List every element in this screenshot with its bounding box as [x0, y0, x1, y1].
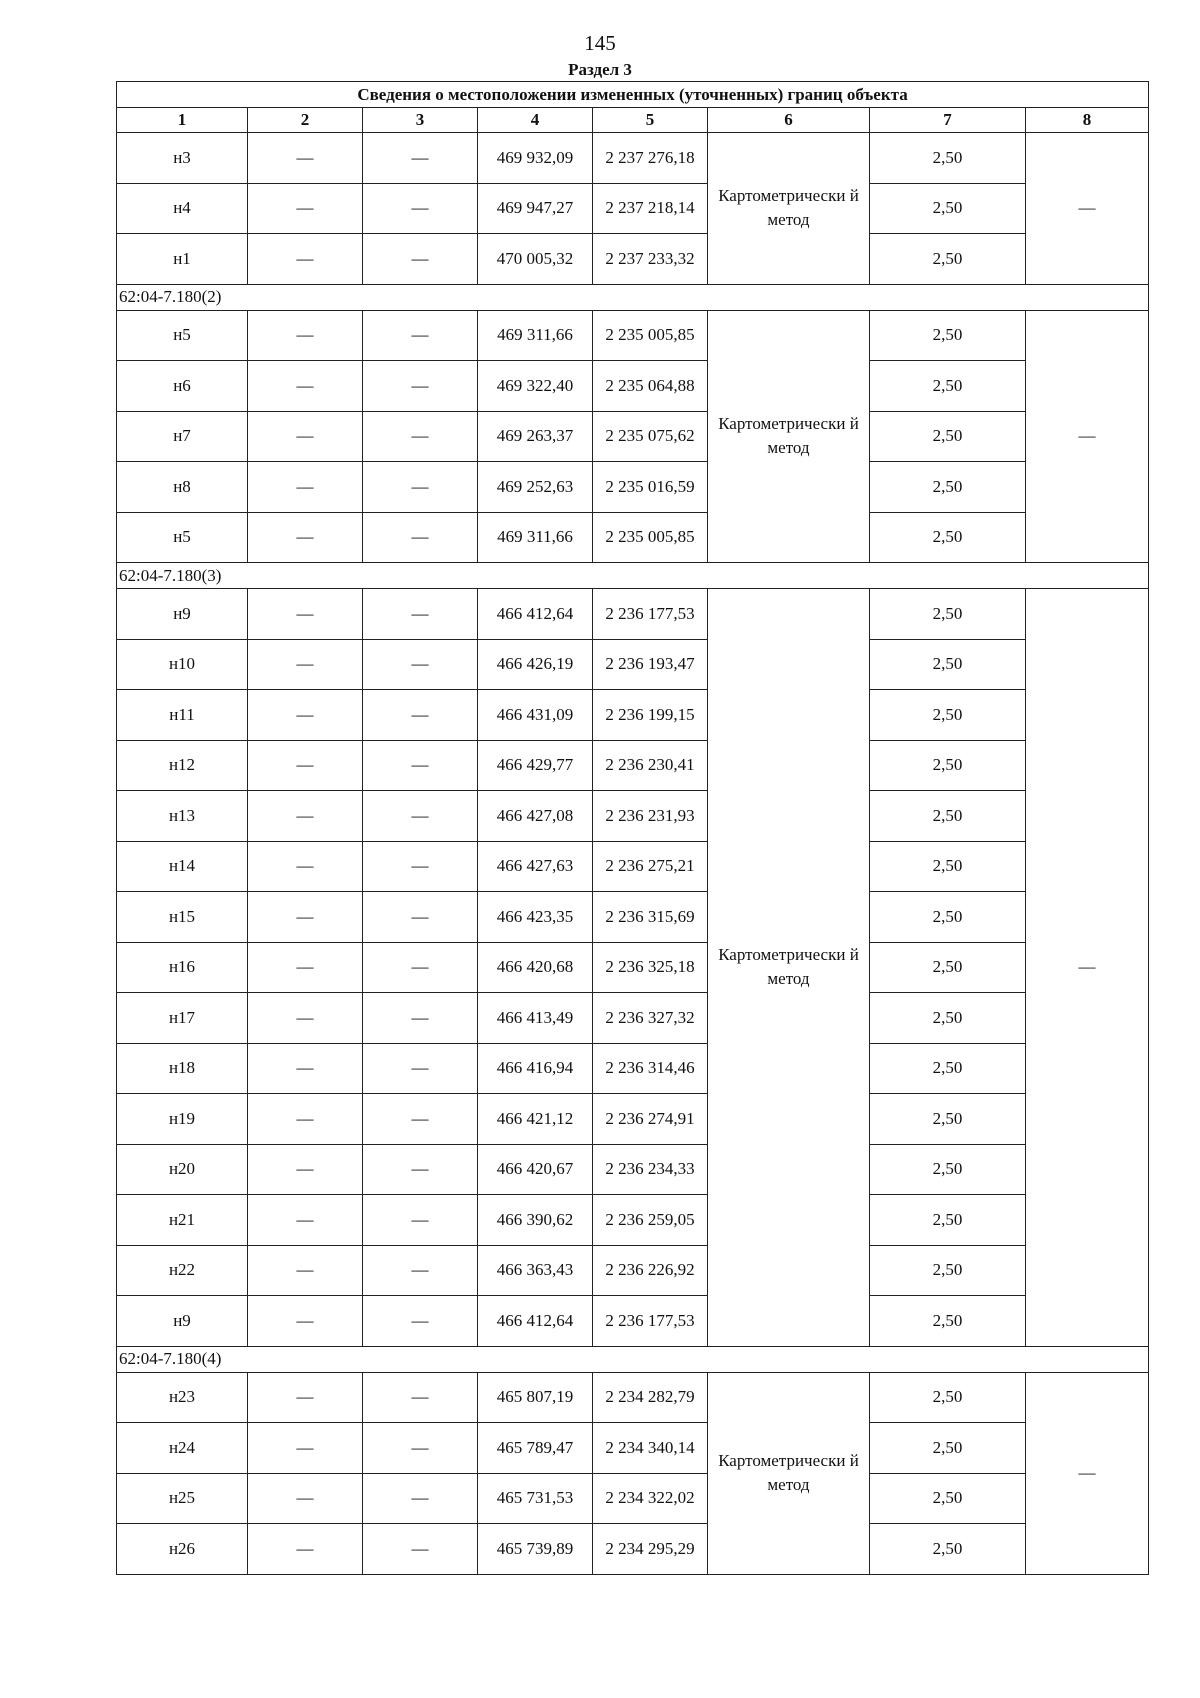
- col3-cell: —: [363, 133, 478, 184]
- col2-cell: —: [248, 133, 363, 184]
- table-body: [117, 133, 1149, 1575]
- col3-cell: —: [363, 310, 478, 361]
- col3-cell: —: [363, 942, 478, 993]
- accuracy-cell: 2,50: [870, 942, 1026, 993]
- point-name-cell: н26: [117, 1524, 248, 1575]
- column-number-row: [117, 108, 1149, 133]
- col2-cell: —: [248, 512, 363, 563]
- y-coordinate-cell: 2 237 276,18: [593, 133, 708, 184]
- point-name-cell: н24: [117, 1423, 248, 1474]
- y-coordinate-cell: 2 235 075,62: [593, 411, 708, 462]
- col2-cell: —: [248, 1473, 363, 1524]
- column-number: 2: [248, 108, 363, 133]
- accuracy-cell: 2,50: [870, 1473, 1026, 1524]
- table-row: [117, 234, 1149, 285]
- col3-cell: —: [363, 361, 478, 412]
- table-row: [117, 1094, 1149, 1145]
- x-coordinate-cell: 466 390,62: [478, 1195, 593, 1246]
- x-coordinate-cell: 466 421,12: [478, 1094, 593, 1145]
- accuracy-cell: 2,50: [870, 1245, 1026, 1296]
- x-coordinate-cell: 465 807,19: [478, 1372, 593, 1423]
- col3-cell: —: [363, 234, 478, 285]
- col2-cell: —: [248, 1423, 363, 1474]
- col2-cell: —: [248, 234, 363, 285]
- point-name-cell: н13: [117, 791, 248, 842]
- point-name-cell: н3: [117, 133, 248, 184]
- column-number: 3: [363, 108, 478, 133]
- point-name-cell: н7: [117, 411, 248, 462]
- accuracy-cell: 2,50: [870, 1094, 1026, 1145]
- y-coordinate-cell: 2 236 327,32: [593, 993, 708, 1044]
- accuracy-cell: 2,50: [870, 1144, 1026, 1195]
- table-row: [117, 841, 1149, 892]
- point-name-cell: н1: [117, 234, 248, 285]
- point-name-cell: н14: [117, 841, 248, 892]
- table-row: [117, 942, 1149, 993]
- col2-cell: —: [248, 1195, 363, 1246]
- col3-cell: —: [363, 1043, 478, 1094]
- y-coordinate-cell: 2 236 226,92: [593, 1245, 708, 1296]
- table-row: [117, 1473, 1149, 1524]
- col3-cell: —: [363, 841, 478, 892]
- boundary-coordinates-table: [116, 81, 1149, 1575]
- col3-cell: —: [363, 1423, 478, 1474]
- col3-cell: —: [363, 462, 478, 513]
- y-coordinate-cell: 2 236 193,47: [593, 639, 708, 690]
- table-row: [117, 639, 1149, 690]
- group-label-row: [117, 284, 1149, 310]
- col8-cell: —: [1026, 133, 1149, 285]
- table-row: [117, 1043, 1149, 1094]
- col3-cell: —: [363, 512, 478, 563]
- x-coordinate-cell: 465 731,53: [478, 1473, 593, 1524]
- accuracy-cell: 2,50: [870, 892, 1026, 943]
- group-label: 62:04-7.180(4): [117, 1346, 1149, 1372]
- col2-cell: —: [248, 1094, 363, 1145]
- x-coordinate-cell: 469 322,40: [478, 361, 593, 412]
- y-coordinate-cell: 2 235 005,85: [593, 310, 708, 361]
- table-row: [117, 310, 1149, 361]
- method-cell: Картометрически й метод: [708, 1372, 870, 1574]
- y-coordinate-cell: 2 236 199,15: [593, 690, 708, 741]
- accuracy-cell: 2,50: [870, 183, 1026, 234]
- x-coordinate-cell: 469 263,37: [478, 411, 593, 462]
- point-name-cell: н19: [117, 1094, 248, 1145]
- x-coordinate-cell: 469 311,66: [478, 310, 593, 361]
- y-coordinate-cell: 2 235 016,59: [593, 462, 708, 513]
- group-label: 62:04-7.180(2): [117, 284, 1149, 310]
- col2-cell: —: [248, 1372, 363, 1423]
- point-name-cell: н5: [117, 512, 248, 563]
- table-row: [117, 993, 1149, 1044]
- point-name-cell: н6: [117, 361, 248, 412]
- table-row: [117, 892, 1149, 943]
- point-name-cell: н9: [117, 589, 248, 640]
- method-cell: Картометрически й метод: [708, 310, 870, 563]
- y-coordinate-cell: 2 235 064,88: [593, 361, 708, 412]
- x-coordinate-cell: 466 420,67: [478, 1144, 593, 1195]
- x-coordinate-cell: 466 412,64: [478, 589, 593, 640]
- y-coordinate-cell: 2 236 234,33: [593, 1144, 708, 1195]
- y-coordinate-cell: 2 236 259,05: [593, 1195, 708, 1246]
- x-coordinate-cell: 469 947,27: [478, 183, 593, 234]
- y-coordinate-cell: 2 236 315,69: [593, 892, 708, 943]
- point-name-cell: н20: [117, 1144, 248, 1195]
- method-cell: Картометрически й метод: [708, 133, 870, 285]
- x-coordinate-cell: 466 363,43: [478, 1245, 593, 1296]
- table-caption: Сведения о местоположении измененных (уточненных) границ объекта: [117, 82, 1149, 108]
- col2-cell: —: [248, 892, 363, 943]
- accuracy-cell: 2,50: [870, 589, 1026, 640]
- point-name-cell: н22: [117, 1245, 248, 1296]
- group-label: 62:04-7.180(3): [117, 563, 1149, 589]
- x-coordinate-cell: 470 005,32: [478, 234, 593, 285]
- x-coordinate-cell: 466 431,09: [478, 690, 593, 741]
- accuracy-cell: 2,50: [870, 1195, 1026, 1246]
- col2-cell: —: [248, 183, 363, 234]
- x-coordinate-cell: 466 420,68: [478, 942, 593, 993]
- col2-cell: —: [248, 1524, 363, 1575]
- table-row: [117, 361, 1149, 412]
- col3-cell: —: [363, 1144, 478, 1195]
- column-number: 7: [870, 108, 1026, 133]
- table-row: [117, 1372, 1149, 1423]
- x-coordinate-cell: 466 427,63: [478, 841, 593, 892]
- accuracy-cell: 2,50: [870, 791, 1026, 842]
- col3-cell: —: [363, 892, 478, 943]
- y-coordinate-cell: 2 234 282,79: [593, 1372, 708, 1423]
- point-name-cell: н23: [117, 1372, 248, 1423]
- point-name-cell: н12: [117, 740, 248, 791]
- accuracy-cell: 2,50: [870, 1423, 1026, 1474]
- table-row: [117, 791, 1149, 842]
- column-number: 6: [708, 108, 870, 133]
- x-coordinate-cell: 469 311,66: [478, 512, 593, 563]
- x-coordinate-cell: 466 427,08: [478, 791, 593, 842]
- col2-cell: —: [248, 1296, 363, 1347]
- col3-cell: —: [363, 1473, 478, 1524]
- table-row: [117, 1296, 1149, 1347]
- group-label-row: [117, 563, 1149, 589]
- table-row: [117, 1423, 1149, 1474]
- y-coordinate-cell: 2 234 322,02: [593, 1473, 708, 1524]
- col2-cell: —: [248, 740, 363, 791]
- point-name-cell: н21: [117, 1195, 248, 1246]
- column-number: 4: [478, 108, 593, 133]
- column-number: 1: [117, 108, 248, 133]
- col3-cell: —: [363, 1372, 478, 1423]
- group-label-row: [117, 1346, 1149, 1372]
- col2-cell: —: [248, 690, 363, 741]
- point-name-cell: н17: [117, 993, 248, 1044]
- table-row: [117, 740, 1149, 791]
- accuracy-cell: 2,50: [870, 1296, 1026, 1347]
- x-coordinate-cell: 466 412,64: [478, 1296, 593, 1347]
- accuracy-cell: 2,50: [870, 462, 1026, 513]
- y-coordinate-cell: 2 234 340,14: [593, 1423, 708, 1474]
- col2-cell: —: [248, 639, 363, 690]
- table-row: [117, 512, 1149, 563]
- col2-cell: —: [248, 942, 363, 993]
- y-coordinate-cell: 2 236 230,41: [593, 740, 708, 791]
- col2-cell: —: [248, 1144, 363, 1195]
- y-coordinate-cell: 2 235 005,85: [593, 512, 708, 563]
- col8-cell: —: [1026, 1372, 1149, 1574]
- col2-cell: —: [248, 841, 363, 892]
- point-name-cell: н11: [117, 690, 248, 741]
- y-coordinate-cell: 2 236 177,53: [593, 589, 708, 640]
- col2-cell: —: [248, 411, 363, 462]
- col3-cell: —: [363, 791, 478, 842]
- y-coordinate-cell: 2 236 177,53: [593, 1296, 708, 1347]
- col2-cell: —: [248, 462, 363, 513]
- page-number: 145: [584, 31, 616, 55]
- accuracy-cell: 2,50: [870, 310, 1026, 361]
- table-row: [117, 1245, 1149, 1296]
- column-number: 8: [1026, 108, 1149, 133]
- point-name-cell: н15: [117, 892, 248, 943]
- accuracy-cell: 2,50: [870, 690, 1026, 741]
- x-coordinate-cell: 465 739,89: [478, 1524, 593, 1575]
- col3-cell: —: [363, 740, 478, 791]
- table-row: [117, 690, 1149, 741]
- y-coordinate-cell: 2 236 275,21: [593, 841, 708, 892]
- accuracy-cell: 2,50: [870, 1043, 1026, 1094]
- col3-cell: —: [363, 589, 478, 640]
- col3-cell: —: [363, 1245, 478, 1296]
- point-name-cell: н5: [117, 310, 248, 361]
- col3-cell: —: [363, 1094, 478, 1145]
- col2-cell: —: [248, 361, 363, 412]
- point-name-cell: н4: [117, 183, 248, 234]
- accuracy-cell: 2,50: [870, 133, 1026, 184]
- point-name-cell: н18: [117, 1043, 248, 1094]
- accuracy-cell: 2,50: [870, 841, 1026, 892]
- accuracy-cell: 2,50: [870, 740, 1026, 791]
- col3-cell: —: [363, 1296, 478, 1347]
- y-coordinate-cell: 2 237 233,32: [593, 234, 708, 285]
- col2-cell: —: [248, 589, 363, 640]
- col2-cell: —: [248, 791, 363, 842]
- col2-cell: —: [248, 310, 363, 361]
- x-coordinate-cell: 466 413,49: [478, 993, 593, 1044]
- x-coordinate-cell: 469 252,63: [478, 462, 593, 513]
- table-row: [117, 589, 1149, 640]
- accuracy-cell: 2,50: [870, 639, 1026, 690]
- col8-cell: —: [1026, 310, 1149, 563]
- col3-cell: —: [363, 690, 478, 741]
- col3-cell: —: [363, 993, 478, 1044]
- table-row: [117, 1195, 1149, 1246]
- x-coordinate-cell: 466 426,19: [478, 639, 593, 690]
- accuracy-cell: 2,50: [870, 1372, 1026, 1423]
- method-cell: Картометрически й метод: [708, 589, 870, 1347]
- col2-cell: —: [248, 1245, 363, 1296]
- x-coordinate-cell: 465 789,47: [478, 1423, 593, 1474]
- point-name-cell: н10: [117, 639, 248, 690]
- x-coordinate-cell: 469 932,09: [478, 133, 593, 184]
- accuracy-cell: 2,50: [870, 411, 1026, 462]
- col8-cell: —: [1026, 589, 1149, 1347]
- x-coordinate-cell: 466 429,77: [478, 740, 593, 791]
- col3-cell: —: [363, 1524, 478, 1575]
- table-row: [117, 411, 1149, 462]
- col3-cell: —: [363, 411, 478, 462]
- table-row: [117, 133, 1149, 184]
- col3-cell: —: [363, 183, 478, 234]
- column-number: 5: [593, 108, 708, 133]
- x-coordinate-cell: 466 423,35: [478, 892, 593, 943]
- y-coordinate-cell: 2 236 231,93: [593, 791, 708, 842]
- accuracy-cell: 2,50: [870, 512, 1026, 563]
- x-coordinate-cell: 466 416,94: [478, 1043, 593, 1094]
- point-name-cell: н8: [117, 462, 248, 513]
- y-coordinate-cell: 2 236 314,46: [593, 1043, 708, 1094]
- point-name-cell: н25: [117, 1473, 248, 1524]
- table-row: [117, 1524, 1149, 1575]
- col2-cell: —: [248, 1043, 363, 1094]
- y-coordinate-cell: 2 237 218,14: [593, 183, 708, 234]
- accuracy-cell: 2,50: [870, 1524, 1026, 1575]
- col3-cell: —: [363, 1195, 478, 1246]
- point-name-cell: н16: [117, 942, 248, 993]
- col2-cell: —: [248, 993, 363, 1044]
- accuracy-cell: 2,50: [870, 361, 1026, 412]
- col3-cell: —: [363, 639, 478, 690]
- table-row: [117, 183, 1149, 234]
- table-row: [117, 1144, 1149, 1195]
- section-title: Раздел 3: [568, 60, 632, 79]
- accuracy-cell: 2,50: [870, 234, 1026, 285]
- table-row: [117, 462, 1149, 513]
- y-coordinate-cell: 2 234 295,29: [593, 1524, 708, 1575]
- accuracy-cell: 2,50: [870, 993, 1026, 1044]
- y-coordinate-cell: 2 236 274,91: [593, 1094, 708, 1145]
- point-name-cell: н9: [117, 1296, 248, 1347]
- y-coordinate-cell: 2 236 325,18: [593, 942, 708, 993]
